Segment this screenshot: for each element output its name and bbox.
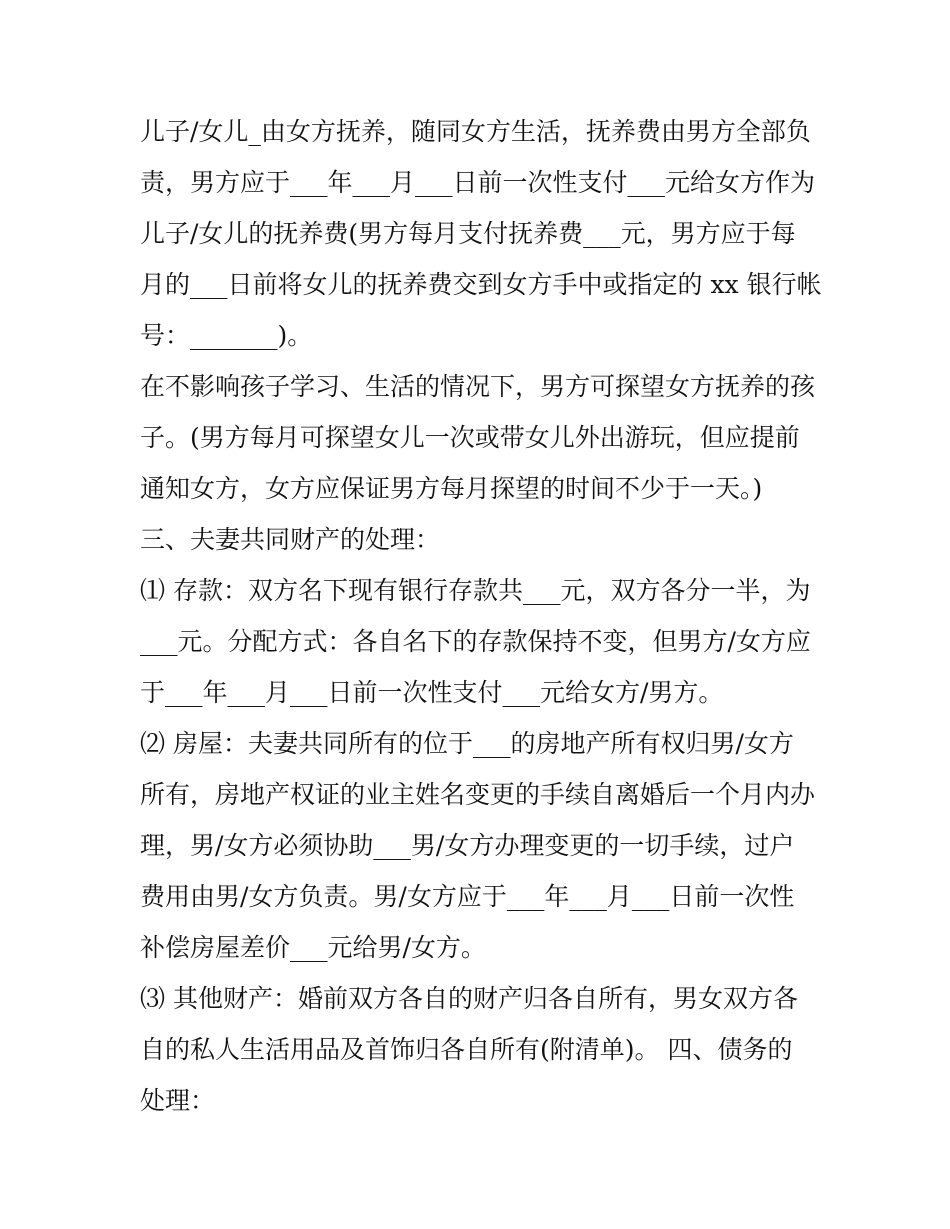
text-line: 责，男方应于___年___月___日前一次性支付___元给女方作为 (140, 168, 816, 197)
document-body (140, 106, 820, 1126)
text-line: 费用由男/女方负责。男/女方应于___年___月___日前一次性 (140, 882, 795, 911)
text-line: 通知女方，女方应保证男方每月探望的时间不少于一天。) (140, 474, 763, 503)
text-line: 自的私人生活用品及首饰归各自所有(附清单)。 四、债务的 (140, 1035, 793, 1064)
text-line: 处理： (140, 1086, 216, 1115)
text-line: 儿子/女儿的抚养费(男方每月支付抚养费___元，男方应于每 (140, 219, 796, 248)
text-line: ⑶ 其他财产：婚前双方各自的财产归各自所有，男女双方各 (140, 984, 798, 1013)
text-line: 在不影响孩子学习、生活的情况下，男方可探望女方抚养的孩 (140, 372, 816, 401)
text-line: 理，男/女方必须协助___男/女方办理变更的一切手续，过户 (140, 831, 795, 860)
text-line: ⑵ 房屋：夫妻共同所有的位于___的房地产所有权归男/女方 (140, 729, 794, 758)
text-line: 月的___日前将女儿的抚养费交到女方手中或指定的 xx 银行帐 (140, 270, 822, 299)
text-line: ___元。分配方式：各自名下的存款保持不变，但男方/女方应 (140, 627, 811, 656)
text-line: ⑴ 存款：双方名下现有银行存款共___元，双方各分一半，为 (140, 576, 811, 605)
text-line: 补偿房屋差价___元给男/女方。 (140, 933, 486, 962)
text-line: 子。(男方每月可探望女儿一次或带女儿外出游玩，但应提前 (140, 423, 800, 452)
text-line: 于___年___月___日前一次性支付___元给女方/男方。 (140, 678, 724, 707)
text-line: 号：_______)。 (140, 321, 313, 350)
section-heading: 三、夫妻共同财产的处理： (140, 525, 441, 554)
text-line: 所有，房地产权证的业主姓名变更的手续自离婚后一个月内办 (140, 780, 816, 809)
text-line: 儿子/女儿_由女方抚养，随同女方生活，抚养费由男方全部负 (140, 117, 811, 146)
